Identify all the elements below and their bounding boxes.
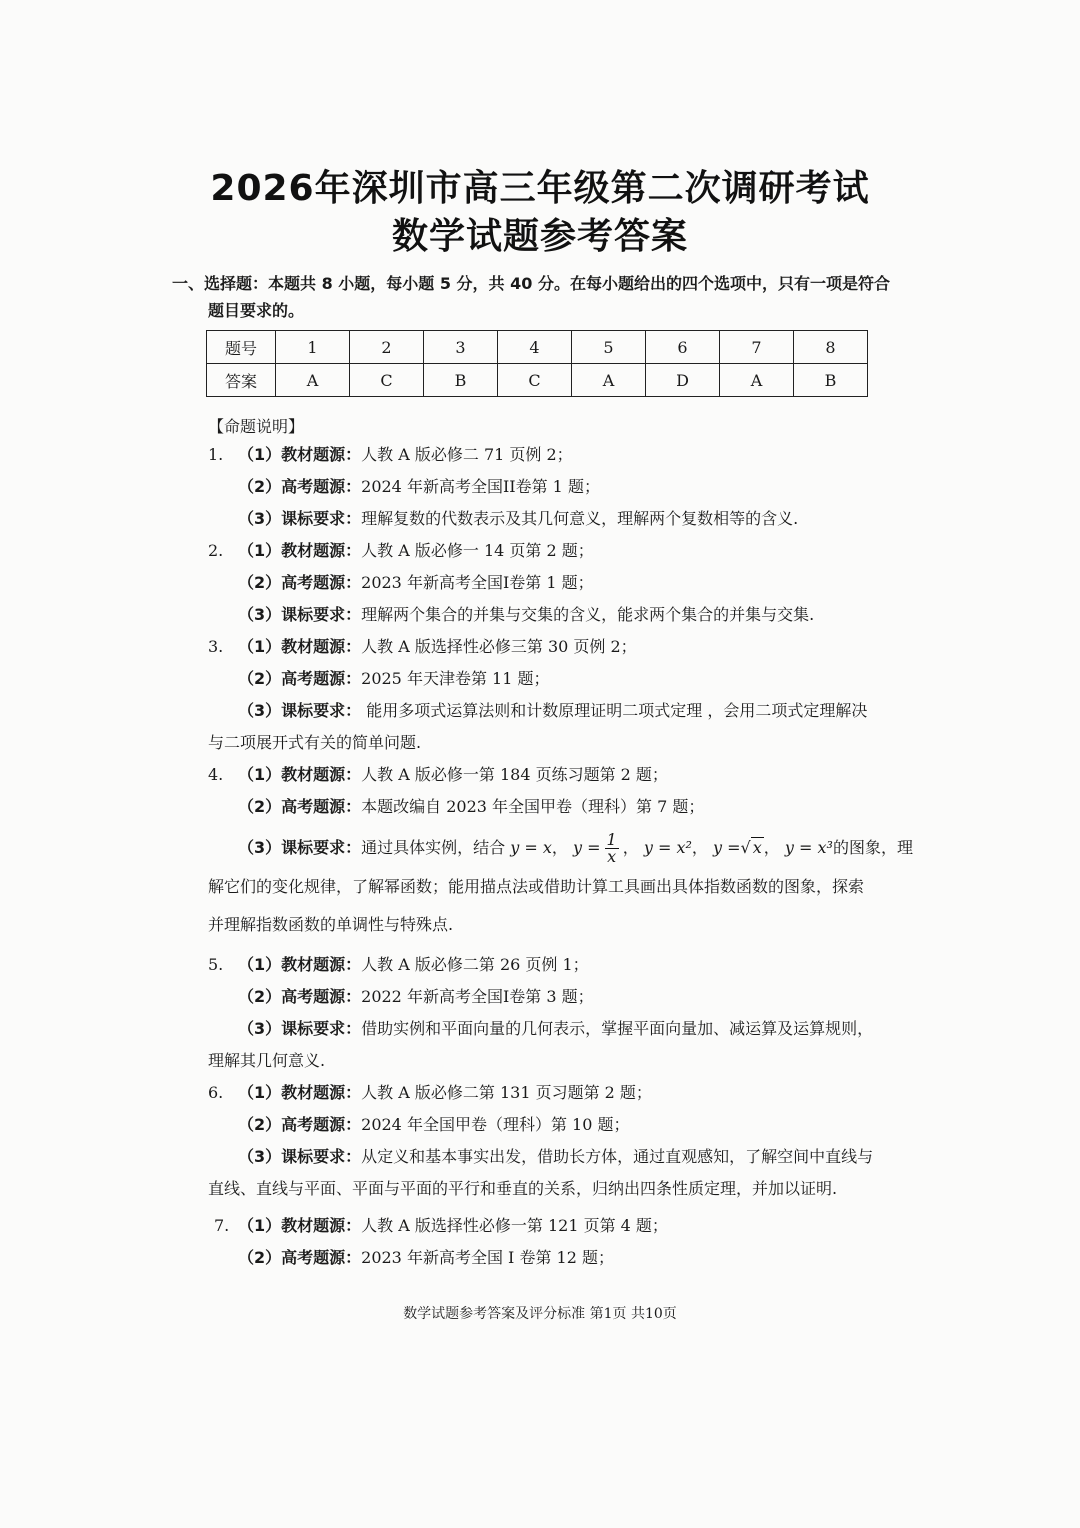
q3-textbook-line bbox=[208, 635, 637, 659]
q4-standard-line bbox=[238, 830, 913, 866]
standard-label: （3）课标要求： bbox=[238, 605, 362, 624]
page-footer: 数学试题参考答案及评分标准 第1页 共10页 bbox=[403, 1306, 677, 1322]
gaokao-label: （2）高考题源： bbox=[238, 987, 362, 1006]
q7-textbook-line bbox=[214, 1214, 668, 1238]
answer-table bbox=[206, 330, 868, 397]
page-title: 2026年深圳市高三年级第二次调研考试 bbox=[210, 168, 870, 209]
question-number: 2. bbox=[208, 541, 224, 560]
math-y-eq-sqrt-lhs: y = bbox=[713, 838, 741, 857]
answer-row bbox=[207, 364, 868, 397]
q4-gaokao-line bbox=[238, 795, 704, 819]
question-number-cell: 5 bbox=[572, 331, 646, 364]
q6-textbook-text: 人教 A 版必修二第 131 页习题第 2 题； bbox=[361, 1083, 652, 1102]
q1-standard-line bbox=[238, 507, 798, 531]
sqrt-radicand: x bbox=[752, 838, 762, 857]
math-y-eq-x-squared: y = x² bbox=[643, 838, 692, 857]
answer-cell: C bbox=[350, 364, 424, 397]
gaokao-label: （2）高考题源： bbox=[238, 797, 362, 816]
notes-heading: 【命题说明】 bbox=[208, 417, 305, 436]
q4-standard-pre: 通过具体实例，结合 bbox=[361, 838, 506, 857]
q5-gaokao-line bbox=[238, 985, 594, 1009]
gaokao-label: （2）高考题源： bbox=[238, 669, 362, 688]
q6-textbook-line bbox=[208, 1081, 652, 1105]
q6-standard-line bbox=[238, 1145, 873, 1169]
q3-standard-cont: 与二项展开式有关的简单问题. bbox=[208, 733, 422, 752]
q5-standard-cont: 理解其几何意义. bbox=[208, 1051, 326, 1070]
gaokao-label: （2）高考题源： bbox=[238, 477, 362, 496]
answer-cell: A bbox=[572, 364, 646, 397]
textbook-label: （1）教材题源： bbox=[238, 445, 362, 464]
question-number-cell: 1 bbox=[276, 331, 350, 364]
question-number-cell: 8 bbox=[794, 331, 868, 364]
fraction-numerator: 1 bbox=[606, 830, 617, 849]
q3-standard-text: 能用多项式运算法则和计数原理证明二项式定理 ，会用二项式定理解决 bbox=[361, 701, 868, 720]
q5-standard-line bbox=[238, 1017, 873, 1041]
q1-gaokao-line bbox=[238, 475, 600, 499]
textbook-label: （1）教材题源： bbox=[238, 955, 362, 974]
answer-cell: C bbox=[498, 364, 572, 397]
math-y-eq-lhs: y = bbox=[573, 838, 601, 857]
q6-gaokao-line bbox=[238, 1113, 629, 1137]
q7-textbook-text: 人教 A 版选择性必修一第 121 页第 4 题； bbox=[361, 1216, 668, 1235]
q3-gaokao-text: 2025 年天津卷第 11 题； bbox=[361, 669, 550, 688]
q2-textbook-line bbox=[208, 539, 594, 563]
q2-standard-line bbox=[238, 603, 814, 627]
textbook-label: （1）教材题源： bbox=[238, 637, 362, 656]
q1-gaokao-text: 2024 年新高考全国II卷第 1 题； bbox=[361, 477, 600, 496]
page-subtitle: 数学试题参考答案 bbox=[391, 216, 688, 257]
answer-cell: B bbox=[794, 364, 868, 397]
gaokao-label: （2）高考题源： bbox=[238, 1115, 362, 1134]
q4-gaokao-text: 本题改编自 2023 年全国甲卷（理科）第 7 题； bbox=[361, 797, 705, 816]
q5-gaokao-text: 2022 年新高考全国I卷第 3 题； bbox=[361, 987, 594, 1006]
question-number: 5. bbox=[208, 955, 224, 974]
fraction-denominator: x bbox=[607, 847, 617, 866]
q5-textbook-line bbox=[208, 953, 589, 977]
q3-gaokao-line bbox=[238, 667, 549, 691]
q5-standard-text: 借助实例和平面向量的几何表示，掌握平面向量加、减运算及运算规则， bbox=[361, 1019, 874, 1038]
q6-gaokao-text: 2024 年全国甲卷（理科）第 10 题； bbox=[361, 1115, 630, 1134]
q4-textbook-text: 人教 A 版必修一第 184 页练习题第 2 题； bbox=[361, 765, 668, 784]
separator: ， bbox=[551, 838, 568, 857]
sqrt-symbol: √ bbox=[740, 838, 751, 857]
question-number: 1. bbox=[208, 445, 224, 464]
question-number-cell: 7 bbox=[720, 331, 794, 364]
gaokao-label: （2）高考题源： bbox=[238, 573, 362, 592]
section-heading bbox=[172, 270, 902, 324]
standard-label: （3）课标要求： bbox=[238, 509, 362, 528]
question-number-row bbox=[207, 331, 868, 364]
standard-label: （3）课标要求： bbox=[238, 1019, 362, 1038]
standard-label: （3）课标要求： bbox=[238, 838, 362, 857]
separator: ， bbox=[763, 838, 780, 857]
standard-label: （3）课标要求： bbox=[238, 701, 362, 720]
question-number-cell: 2 bbox=[350, 331, 424, 364]
question-number-cell: 6 bbox=[646, 331, 720, 364]
q7-gaokao-text: 2023 年新高考全国 I 卷第 12 题； bbox=[361, 1248, 614, 1267]
section-heading-line1: 一、选择题：本题共 8 小题，每小题 5 分，共 40 分。在每小题给出的四个选项中，只有一项是符合 bbox=[172, 274, 890, 293]
question-number: 4. bbox=[208, 765, 224, 784]
q2-standard-text: 理解两个集合的并集与交集的含义，能求两个集合的并集与交集. bbox=[361, 605, 815, 624]
q3-standard-line bbox=[238, 699, 867, 723]
fraction-one-over-x bbox=[605, 832, 619, 865]
textbook-label: （1）教材题源： bbox=[238, 1216, 362, 1235]
question-number: 7. bbox=[214, 1216, 230, 1235]
separator: ， bbox=[622, 838, 639, 857]
separator: ， bbox=[691, 838, 708, 857]
q1-textbook-text: 人教 A 版必修二 71 页例 2； bbox=[361, 445, 573, 464]
q4-standard-post: 的图象，理 bbox=[832, 838, 913, 857]
answer-header-cell: 答案 bbox=[207, 364, 276, 397]
q1-standard-text: 理解复数的代数表示及其几何意义，理解两个复数相等的含义. bbox=[361, 509, 799, 528]
answer-cell: D bbox=[646, 364, 720, 397]
textbook-label: （1）教材题源： bbox=[238, 541, 362, 560]
section-heading-line2: 题目要求的。 bbox=[208, 301, 305, 320]
q1-textbook-line bbox=[208, 443, 573, 467]
question-number: 6. bbox=[208, 1083, 224, 1102]
question-number-cell: 4 bbox=[498, 331, 572, 364]
q5-textbook-text: 人教 A 版必修二第 26 页例 1； bbox=[361, 955, 589, 974]
question-number-cell: 3 bbox=[424, 331, 498, 364]
textbook-label: （1）教材题源： bbox=[238, 765, 362, 784]
answer-cell: A bbox=[720, 364, 794, 397]
math-y-eq-x: y = x bbox=[510, 838, 552, 857]
answer-cell: B bbox=[424, 364, 498, 397]
q2-gaokao-text: 2023 年新高考全国I卷第 1 题； bbox=[361, 573, 594, 592]
question-number: 3. bbox=[208, 637, 224, 656]
q4-standard-cont1: 解它们的变化规律，了解幂函数；能用描点法或借助计算工具画出具体指数函数的图象，探索 bbox=[208, 877, 865, 896]
q6-standard-text: 从定义和基本事实出发，借助长方体，通过直观感知，了解空间中直线与 bbox=[361, 1147, 874, 1166]
question-header-cell: 题号 bbox=[207, 331, 276, 364]
q4-standard-cont2: 并理解指数函数的单调性与特殊点. bbox=[208, 915, 454, 934]
textbook-label: （1）教材题源： bbox=[238, 1083, 362, 1102]
q6-standard-cont: 直线、直线与平面、平面与平面的平行和垂直的关系，归纳出四条性质定理，并加以证明. bbox=[208, 1179, 838, 1198]
standard-label: （3）课标要求： bbox=[238, 1147, 362, 1166]
q3-textbook-text: 人教 A 版选择性必修三第 30 页例 2； bbox=[361, 637, 637, 656]
math-y-eq-x-cubed: y = x³ bbox=[784, 838, 833, 857]
q2-textbook-text: 人教 A 版必修一 14 页第 2 题； bbox=[361, 541, 594, 560]
answer-cell: A bbox=[276, 364, 350, 397]
q4-textbook-line bbox=[208, 763, 668, 787]
gaokao-label: （2）高考题源： bbox=[238, 1248, 362, 1267]
q7-gaokao-line bbox=[238, 1246, 614, 1270]
q2-gaokao-line bbox=[238, 571, 594, 595]
